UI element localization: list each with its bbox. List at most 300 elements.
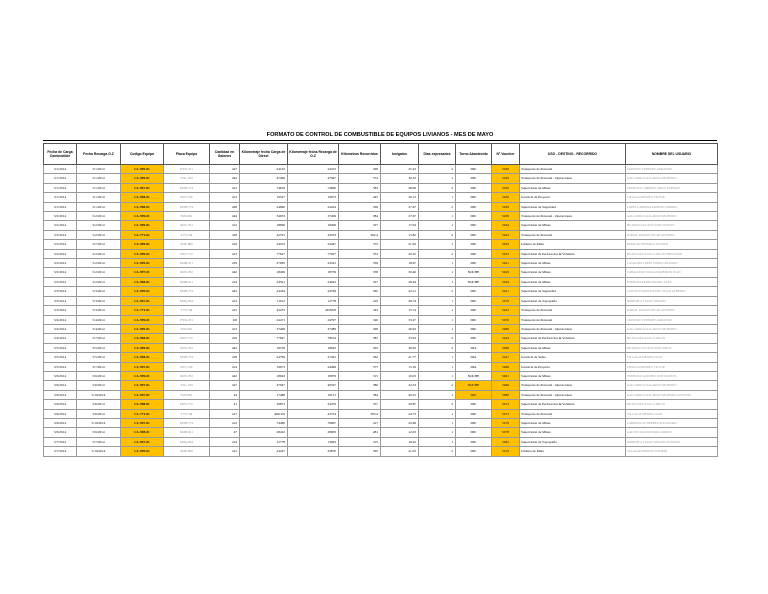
cell-km-recorridos[interactable]: 339 [339, 259, 381, 268]
cell-codigo-equipo[interactable]: CL-999-01 [121, 174, 164, 183]
cell-galones[interactable]: 412 [210, 418, 240, 427]
cell-uso-destino[interactable]: Transporte de Personal [520, 165, 626, 174]
cell-usuario[interactable]: PORTAL RAMOS OSCAR ANTONIO [626, 306, 718, 315]
cell-placa-equipo[interactable]: 8SV-749 [164, 193, 210, 202]
cell-galones[interactable]: 419 [210, 240, 240, 249]
cell-turno[interactable]: DIU [456, 202, 492, 211]
cell-codigo-equipo[interactable]: CL-999-01 [121, 343, 164, 352]
cell-codigo-equipo[interactable]: CL-999-01 [121, 165, 164, 174]
cell-uso-destino[interactable]: Transporte de Personal - Operaciones [520, 174, 626, 183]
cell-voucher[interactable]: 5421 [492, 259, 520, 268]
cell-codigo-equipo[interactable]: CL-999-01 [121, 221, 164, 230]
cell-voucher[interactable]: 5468 [492, 343, 520, 352]
cell-km-galon[interactable]: 29.44 [381, 277, 419, 286]
cell-fecha-recarga[interactable]: 5/2/2014 [77, 221, 121, 230]
cell-fecha-carga[interactable]: 5/6/2014 [44, 400, 77, 409]
cell-dias[interactable]: 1 [419, 428, 456, 437]
cell-galones[interactable]: 442 [210, 174, 240, 183]
cell-fecha-carga[interactable]: 5/2/2014 [44, 249, 77, 258]
cell-dias[interactable]: 1 [419, 221, 456, 230]
cell-km-recorridos[interactable]: 326 [339, 202, 381, 211]
cell-dias[interactable]: 1 [419, 212, 456, 221]
cell-voucher[interactable]: 5479 [492, 418, 520, 427]
cell-usuario[interactable]: HUAMAN LUCANO JOSE JORGE [626, 343, 718, 352]
cell-usuario[interactable]: GALLARDO GALLARDO WILBERTO [626, 324, 718, 333]
cell-km-galon[interactable]: 19.03 [381, 371, 419, 380]
cell-uso-destino[interactable]: Supervision de Topografia [520, 296, 626, 305]
cell-turno[interactable]: DIU [456, 212, 492, 221]
cell-km-recarga[interactable]: 18499 [288, 221, 339, 230]
cell-usuario[interactable]: ORIHUELA CURAY NELSON ANTONIO [626, 437, 718, 446]
cell-voucher[interactable]: 5461 [492, 371, 520, 380]
cell-codigo-equipo[interactable]: CL-998-01 [121, 428, 164, 437]
cell-placa-equipo[interactable]: M3B-774 [164, 183, 210, 192]
cell-km-recarga[interactable]: 74990 [288, 183, 339, 192]
cell-voucher[interactable]: 5430 [492, 193, 520, 202]
cell-km-galon[interactable]: 20.13 [381, 193, 419, 202]
cell-km-carga[interactable]: 37409 [240, 324, 288, 333]
cell-km-carga[interactable]: 18943 [240, 371, 288, 380]
cell-km-carga[interactable]: 77627 [240, 249, 288, 258]
cell-fecha-recarga[interactable]: 5/1/2014 [77, 183, 121, 192]
cell-placa-equipo[interactable]: M4Q-844 [164, 296, 210, 305]
cell-km-recarga[interactable]: 18943 [288, 343, 339, 352]
cell-fecha-carga[interactable]: 5/6/2014 [44, 390, 77, 399]
cell-voucher[interactable]: 5429 [492, 277, 520, 286]
cell-usuario[interactable]: ESPINOZA PEREZ DANIEL ALEX [626, 277, 718, 286]
cell-uso-destino[interactable]: Supervision de Minas [520, 428, 626, 437]
cell-fecha-carga[interactable]: 5/2/2014 [44, 230, 77, 239]
cell-km-galon[interactable]: 27.67 [381, 202, 419, 211]
cell-fecha-recarga[interactable]: 5/6/2014 [77, 400, 121, 409]
cell-dias[interactable]: 1 [419, 418, 456, 427]
cell-km-galon[interactable]: 17.04 [381, 221, 419, 230]
cell-km-recorridos[interactable]: 315 [339, 437, 381, 446]
cell-codigo-equipo[interactable]: CL-997-01 [121, 362, 164, 371]
cell-galones[interactable]: 414 [210, 437, 240, 446]
cell-turno[interactable]: DIU [456, 174, 492, 183]
cell-voucher[interactable]: 5466 [492, 381, 520, 390]
cell-uso-destino[interactable]: Transporte de Personal [520, 409, 626, 418]
cell-uso-destino[interactable]: Transporte de Personal [520, 306, 626, 315]
cell-placa-equipo[interactable]: 3SN-961 [164, 390, 210, 399]
cell-fecha-recarga[interactable]: 5/7/2014 [77, 362, 121, 371]
cell-dias[interactable]: 1 [419, 315, 456, 324]
cell-km-carga[interactable]: 77627 [240, 334, 288, 343]
cell-km-galon[interactable]: 15.19 [381, 362, 419, 371]
cell-fecha-carga[interactable]: 5/2/2014 [44, 221, 77, 230]
cell-uso-destino[interactable]: Supervision de Perforacion & Voladura [520, 334, 626, 343]
cell-galones[interactable]: 442 [210, 371, 240, 380]
cell-km-recarga[interactable]: 79907 [288, 418, 339, 427]
cell-placa-equipo[interactable]: 3SN-961 [164, 212, 210, 221]
cell-km-carga[interactable]: 42791 [240, 230, 288, 239]
cell-fecha-carga[interactable]: 5/4/2014 [44, 315, 77, 324]
cell-turno[interactable]: NOCHE [456, 371, 492, 380]
cell-km-recorridos[interactable]: 353 [339, 249, 381, 258]
cell-uso-destino[interactable]: Transporte de Personal [520, 315, 626, 324]
cell-galones[interactable]: 412 [210, 183, 240, 192]
cell-turno[interactable]: DIU [456, 334, 492, 343]
cell-placa-equipo[interactable]: Y4L-193 [164, 381, 210, 390]
cell-km-carga[interactable]: 47490 [240, 174, 288, 183]
cell-uso-destino[interactable]: Gerencia de Venta [520, 353, 626, 362]
cell-fecha-carga[interactable]: 5/6/2014 [44, 371, 77, 380]
cell-fecha-carga[interactable]: 5/7/2014 [44, 437, 77, 446]
cell-km-carga[interactable]: 24341 [240, 277, 288, 286]
cell-fecha-recarga[interactable]: 5/2/2014 [77, 259, 121, 268]
cell-galones[interactable]: 443 [210, 287, 240, 296]
cell-usuario[interactable]: GALLARDO GALLARDO WILBERTO ANTONIO [626, 390, 718, 399]
cell-turno[interactable]: DIU [456, 230, 492, 239]
cell-voucher[interactable]: 5479 [492, 447, 520, 456]
cell-dias[interactable]: 1 [419, 306, 456, 315]
cell-km-recorridos[interactable]: 384 [339, 390, 381, 399]
cell-fecha-recarga[interactable]: 5/3/2014 [77, 306, 121, 315]
cell-placa-equipo[interactable]: M3B-774 [164, 287, 210, 296]
cell-km-galon[interactable]: 21.03 [381, 447, 419, 456]
cell-voucher[interactable]: 5432 [492, 249, 520, 258]
cell-km-galon[interactable]: 30.33 [381, 174, 419, 183]
cell-placa-equipo[interactable]: D9V-772 [164, 400, 210, 409]
cell-voucher[interactable]: 5434 [492, 221, 520, 230]
cell-km-galon[interactable]: 13.82 [381, 230, 419, 239]
cell-usuario[interactable]: REMIGIO ESPINOZA WILMER [626, 240, 718, 249]
cell-placa-equipo[interactable]: M4B-911 [164, 259, 210, 268]
cell-km-recarga[interactable]: 18979 [288, 371, 339, 380]
cell-turno[interactable]: DIU [456, 183, 492, 192]
cell-fecha-carga[interactable]: 5/6/2014 [44, 381, 77, 390]
cell-dias[interactable]: 1 [419, 390, 456, 399]
cell-fecha-carga[interactable]: 5/1/2014 [44, 165, 77, 174]
cell-fecha-recarga[interactable]: 5/10/2014 [77, 447, 121, 456]
cell-uso-destino[interactable]: Jefatura de Mina [520, 240, 626, 249]
cell-km-carga[interactable]: 18739 [240, 343, 288, 352]
cell-voucher[interactable]: 5432 [492, 240, 520, 249]
cell-turno[interactable]: DIU [456, 418, 492, 427]
cell-uso-destino[interactable]: Supervision de Perforacion & Voladura [520, 249, 626, 258]
cell-usuario[interactable]: CHAGUA MENDEZ VICTOR [626, 193, 718, 202]
cell-fecha-carga[interactable]: 5/4/2014 [44, 324, 77, 333]
cell-placa-equipo[interactable]: M3B-774 [164, 418, 210, 427]
cell-uso-destino[interactable]: Jefatura de Mina [520, 447, 626, 456]
cell-km-recorridos[interactable]: 327 [339, 221, 381, 230]
cell-dias[interactable]: 2 [419, 334, 456, 343]
cell-km-recarga[interactable]: 24499 [288, 362, 339, 371]
cell-km-carga[interactable]: 74490 [240, 418, 288, 427]
cell-dias[interactable]: 2 [419, 287, 456, 296]
cell-fecha-recarga[interactable]: 5/5/2014 [77, 343, 121, 352]
cell-dias[interactable]: 2 [419, 343, 456, 352]
cell-km-galon[interactable]: 21.93 [381, 240, 419, 249]
cell-km-recarga[interactable]: 78014 [288, 334, 339, 343]
cell-km-recorridos[interactable]: 384 [339, 212, 381, 221]
cell-km-recarga[interactable]: 24472 [288, 165, 339, 174]
cell-km-carga[interactable]: 12778 [240, 437, 288, 446]
cell-uso-destino[interactable]: Supervision de Minas [520, 259, 626, 268]
cell-km-galon[interactable]: 15.74 [381, 306, 419, 315]
cell-galones[interactable]: 413 [210, 249, 240, 258]
cell-turno[interactable]: DIA [456, 343, 492, 352]
cell-galones[interactable]: 415 [210, 306, 240, 315]
cell-galones[interactable]: 442 [210, 343, 240, 352]
cell-voucher[interactable]: 5421 [492, 287, 520, 296]
cell-galones[interactable]: 419 [210, 259, 240, 268]
cell-usuario[interactable]: VILLALVA MEDINA JUAN [626, 353, 718, 362]
cell-placa-equipo[interactable]: M4Q-844 [164, 437, 210, 446]
cell-voucher[interactable]: 5473 [492, 400, 520, 409]
cell-fecha-carga[interactable]: 5/5/2014 [44, 343, 77, 352]
cell-fecha-recarga[interactable]: 5/5/2014 [77, 353, 121, 362]
cell-km-recarga[interactable]: 24447 [288, 240, 339, 249]
cell-turno[interactable]: DIU [456, 306, 492, 315]
cell-turno[interactable]: DIU [456, 315, 492, 324]
cell-turno[interactable]: DIU [456, 390, 492, 399]
cell-codigo-equipo[interactable]: CL-771-01 [121, 306, 164, 315]
cell-fecha-recarga[interactable]: 5/3/2014 [77, 296, 121, 305]
cell-km-galon[interactable]: 33.27 [381, 315, 419, 324]
cell-voucher[interactable]: 5482 [492, 437, 520, 446]
cell-usuario[interactable]: CASALINO LOPEZ TOMAS ANTONIO [626, 259, 718, 268]
cell-usuario[interactable]: CHAGUA MENDEZ VICTOR [626, 362, 718, 371]
cell-codigo-equipo[interactable]: CL-998-01 [121, 400, 164, 409]
cell-km-carga[interactable]: 11912 [240, 296, 288, 305]
cell-turno[interactable]: DIA [456, 362, 492, 371]
cell-km-recarga[interactable]: 37489 [288, 324, 339, 333]
cell-km-carga[interactable]: 42919.9 [240, 409, 288, 418]
cell-usuario[interactable]: HUANCAYA JULIO CARLOS FERNANDO [626, 249, 718, 258]
cell-voucher[interactable]: 5429 [492, 268, 520, 277]
cell-km-recorridos[interactable]: 327 [339, 277, 381, 286]
cell-fecha-recarga[interactable]: 5/1/2014 [77, 193, 121, 202]
cell-km-carga[interactable]: 24471 [240, 315, 288, 324]
cell-dias[interactable]: 1 [419, 409, 456, 418]
cell-fecha-recarga[interactable]: 5/2/2014 [77, 277, 121, 286]
cell-codigo-equipo[interactable]: CL-997-01 [121, 418, 164, 427]
cell-usuario[interactable]: ESPINOZA SANCHEZ JOSE MANUEL [626, 371, 718, 380]
cell-fecha-carga[interactable]: 5/2/2014 [44, 268, 77, 277]
cell-km-galon[interactable]: 30.46 [381, 268, 419, 277]
cell-km-recarga[interactable]: 18739 [288, 268, 339, 277]
cell-usuario[interactable]: ORIHUELA CURAY NELSON [626, 296, 718, 305]
cell-placa-equipo[interactable]: M3B-774 [164, 353, 210, 362]
cell-uso-destino[interactable]: Supervision de Topografia [520, 437, 626, 446]
cell-km-galon[interactable]: 26.74 [381, 296, 419, 305]
cell-codigo-equipo[interactable]: CL-999-01 [121, 315, 164, 324]
cell-usuario[interactable]: HUANCAYA JULIO CARLOS [626, 334, 718, 343]
cell-galones[interactable]: 412 [210, 221, 240, 230]
cell-fecha-recarga[interactable]: 5/2/2014 [77, 230, 121, 239]
cell-turno[interactable]: DIU [456, 193, 492, 202]
cell-codigo-equipo[interactable]: CL-998-01 [121, 353, 164, 362]
cell-turno[interactable]: DIA [456, 353, 492, 362]
cell-dias[interactable]: 1 [419, 193, 456, 202]
cell-km-carga[interactable]: 43253 [240, 306, 288, 315]
cell-km-galon[interactable]: 26.93 [381, 324, 419, 333]
cell-fecha-carga[interactable]: 5/5/2014 [44, 353, 77, 362]
cell-fecha-recarga[interactable]: 5/1/2014 [77, 174, 121, 183]
cell-fecha-carga[interactable]: 5/2/2014 [44, 212, 77, 221]
cell-turno[interactable]: DIU [456, 240, 492, 249]
cell-usuario[interactable]: CABRERA GUTIERREZ ALEJANDRO [626, 418, 718, 427]
cell-dias[interactable]: 2 [419, 400, 456, 409]
cell-usuario[interactable]: ESPINOZA CABRERA JORGE ENRIQUE [626, 183, 718, 192]
cell-codigo-equipo[interactable]: CL-999-01 [121, 259, 164, 268]
cell-km-recarga[interactable]: 37409 [288, 212, 339, 221]
cell-dias[interactable]: 2 [419, 249, 456, 258]
cell-placa-equipo[interactable]: Y4L-193 [164, 174, 210, 183]
cell-galones[interactable]: 418 [210, 230, 240, 239]
cell-usuario[interactable]: CRISTIAN YUBERDY ARMANDO [626, 315, 718, 324]
cell-turno[interactable]: DIU [456, 287, 492, 296]
cell-galones[interactable]: 44 [210, 390, 240, 399]
cell-km-recorridos[interactable]: 326 [339, 315, 381, 324]
cell-km-carga[interactable]: 24472 [240, 240, 288, 249]
cell-galones[interactable]: 444 [210, 212, 240, 221]
cell-km-recarga[interactable]: 24799 [288, 287, 339, 296]
cell-usuario[interactable]: SALAZAR REMIGIO WILMER [626, 447, 718, 456]
cell-km-recarga[interactable]: 24870 [288, 447, 339, 456]
cell-km-carga[interactable]: 34953 [240, 212, 288, 221]
cell-dias[interactable]: 2 [419, 447, 456, 456]
cell-placa-equipo[interactable]: T7T-744 [164, 409, 210, 418]
cell-km-recorridos[interactable]: 358 [339, 268, 381, 277]
cell-uso-destino[interactable]: Transporte de Personal - Operaciones [520, 324, 626, 333]
cell-km-galon[interactable]: 19.42 [381, 437, 419, 446]
cell-codigo-equipo[interactable]: CL-771-01 [121, 409, 164, 418]
cell-voucher[interactable]: 5468 [492, 362, 520, 371]
cell-km-recorridos[interactable]: 387 [339, 334, 381, 343]
cell-km-recarga[interactable]: 28903 [288, 428, 339, 437]
cell-km-carga[interactable]: 74818 [240, 183, 288, 192]
cell-uso-destino[interactable]: Supervision de Minas [520, 221, 626, 230]
cell-dias[interactable]: 1 [419, 277, 456, 286]
cell-voucher[interactable]: 5447 [492, 353, 520, 362]
cell-usuario[interactable]: LOPEZ CABRERA ARSENIO TORIBIO [626, 202, 718, 211]
cell-km-galon[interactable]: 22.11 [381, 287, 419, 296]
cell-turno[interactable]: NOCHE [456, 277, 492, 286]
cell-galones[interactable]: 414 [210, 277, 240, 286]
cell-fecha-recarga[interactable]: 5/1/2014 [77, 165, 121, 174]
cell-galones[interactable]: 417 [210, 409, 240, 418]
cell-fecha-recarga[interactable]: 5/10/2014 [77, 418, 121, 427]
cell-voucher[interactable]: 5430 [492, 165, 520, 174]
cell-turno[interactable]: NOCHE [456, 381, 492, 390]
cell-fecha-carga[interactable]: 5/1/2014 [44, 193, 77, 202]
cell-uso-destino[interactable]: Supervision de Perforacion & Voladura [520, 400, 626, 409]
cell-codigo-equipo[interactable]: CL-999-01 [121, 371, 164, 380]
cell-km-galon[interactable]: 40.25 [381, 390, 419, 399]
cell-dias[interactable]: 1 [419, 240, 456, 249]
cell-km-recarga[interactable]: 24797 [288, 315, 339, 324]
cell-fecha-recarga[interactable]: 5/6/2014 [77, 409, 121, 418]
cell-km-recorridos[interactable]: 362 [339, 353, 381, 362]
cell-placa-equipo[interactable]: T7T-744 [164, 306, 210, 315]
cell-codigo-equipo[interactable]: CL-997-01 [121, 390, 164, 399]
cell-km-carga[interactable]: 24799 [240, 353, 288, 362]
cell-dias[interactable]: 1 [419, 174, 456, 183]
cell-km-recarga[interactable]: 24341 [288, 259, 339, 268]
cell-placa-equipo[interactable]: M2S-762 [164, 371, 210, 380]
cell-dias[interactable]: 1 [419, 437, 456, 446]
cell-codigo-equipo[interactable]: CL-999-01 [121, 287, 164, 296]
cell-usuario[interactable]: CRISTIAN YUBERDY ARMANDO [626, 165, 718, 174]
cell-codigo-equipo[interactable]: CL-997-01 [121, 381, 164, 390]
cell-usuario[interactable]: HUANCAYA JULIO CARLOS [626, 400, 718, 409]
cell-voucher[interactable]: 5439 [492, 174, 520, 183]
cell-km-carga[interactable]: 28422 [240, 428, 288, 437]
cell-km-recorridos[interactable]: 374 [339, 174, 381, 183]
cell-uso-destino[interactable]: Supervision de Minas [520, 183, 626, 192]
cell-fecha-carga[interactable]: 5/6/2014 [44, 428, 77, 437]
cell-codigo-equipo[interactable]: CL-997-01 [121, 296, 164, 305]
cell-km-recorridos[interactable]: 302 [339, 343, 381, 352]
cell-km-recorridos[interactable]: 343 [339, 306, 381, 315]
cell-uso-destino[interactable]: Transporte de Personal - Operaciones [520, 212, 626, 221]
cell-fecha-carga[interactable]: 5/3/2014 [44, 296, 77, 305]
cell-galones[interactable]: 414 [210, 296, 240, 305]
cell-fecha-carga[interactable]: 5/2/2014 [44, 277, 77, 286]
cell-voucher[interactable]: 5439 [492, 212, 520, 221]
cell-km-recorridos[interactable]: 375 [339, 240, 381, 249]
cell-fecha-recarga[interactable]: 5/2/2014 [77, 249, 121, 258]
cell-voucher[interactable]: 5444 [492, 334, 520, 343]
cell-fecha-recarga[interactable]: 5/7/2014 [77, 437, 121, 446]
cell-km-galon[interactable]: 29.87 [381, 400, 419, 409]
cell-placa-equipo[interactable]: T7T-744 [164, 230, 210, 239]
cell-km-recarga[interactable]: 18131 [288, 390, 339, 399]
cell-usuario[interactable]: GALLARDO GALLARDO WILBERTO [626, 174, 718, 183]
cell-voucher[interactable]: 5422 [492, 306, 520, 315]
cell-km-galon[interactable]: 24.73 [381, 409, 419, 418]
cell-km-galon[interactable]: 33.63 [381, 334, 419, 343]
cell-placa-equipo[interactable]: M3B-774 [164, 202, 210, 211]
cell-fecha-carga[interactable]: 5/4/2014 [44, 334, 77, 343]
cell-fecha-recarga[interactable]: 5/10/2014 [77, 390, 121, 399]
cell-km-recarga[interactable]: 77627 [288, 249, 339, 258]
cell-km-carga[interactable]: 19973 [240, 362, 288, 371]
cell-placa-equipo[interactable]: M2S-761 [164, 221, 210, 230]
cell-placa-equipo[interactable]: EYR-471 [164, 315, 210, 324]
cell-km-carga[interactable]: 18499 [240, 268, 288, 277]
cell-km-recarga[interactable]: 47947 [288, 174, 339, 183]
cell-voucher[interactable]: 5476 [492, 315, 520, 324]
cell-fecha-recarga[interactable]: 5/1/2014 [77, 202, 121, 211]
cell-codigo-equipo[interactable]: CL-998-01 [121, 334, 164, 343]
cell-usuario[interactable]: PORTAL RAMOS OSCAR ANTONIO [626, 230, 718, 239]
cell-dias[interactable]: 1 [419, 296, 456, 305]
cell-km-recorridos[interactable]: 583 [339, 183, 381, 192]
cell-galones[interactable]: 9.8 [210, 315, 240, 324]
cell-codigo-equipo[interactable]: CL-997-01 [121, 268, 164, 277]
cell-fecha-carga[interactable]: 5/5/2014 [44, 362, 77, 371]
cell-turno[interactable]: DIU [456, 221, 492, 230]
cell-uso-destino[interactable]: Gerencia de Proyecto [520, 362, 626, 371]
cell-galones[interactable]: 413 [210, 193, 240, 202]
cell-km-galon[interactable]: 22.53 [381, 381, 419, 390]
cell-turno[interactable]: DIU [456, 447, 492, 456]
cell-galones[interactable]: 428 [210, 202, 240, 211]
cell-voucher[interactable]: 5439 [492, 202, 520, 211]
cell-usuario[interactable]: VILLALVA MEDINA JUAN [626, 409, 718, 418]
cell-galones[interactable]: 41 [210, 400, 240, 409]
cell-km-carga[interactable]: 17489 [240, 390, 288, 399]
cell-placa-equipo[interactable]: D9V-772 [164, 334, 210, 343]
cell-usuario[interactable]: HUAMAN LUCANO JOSE MANUEL [626, 221, 718, 230]
cell-km-carga[interactable]: 24447 [240, 447, 288, 456]
cell-fecha-carga[interactable]: 5/1/2014 [44, 174, 77, 183]
cell-dias[interactable]: 1 [419, 324, 456, 333]
